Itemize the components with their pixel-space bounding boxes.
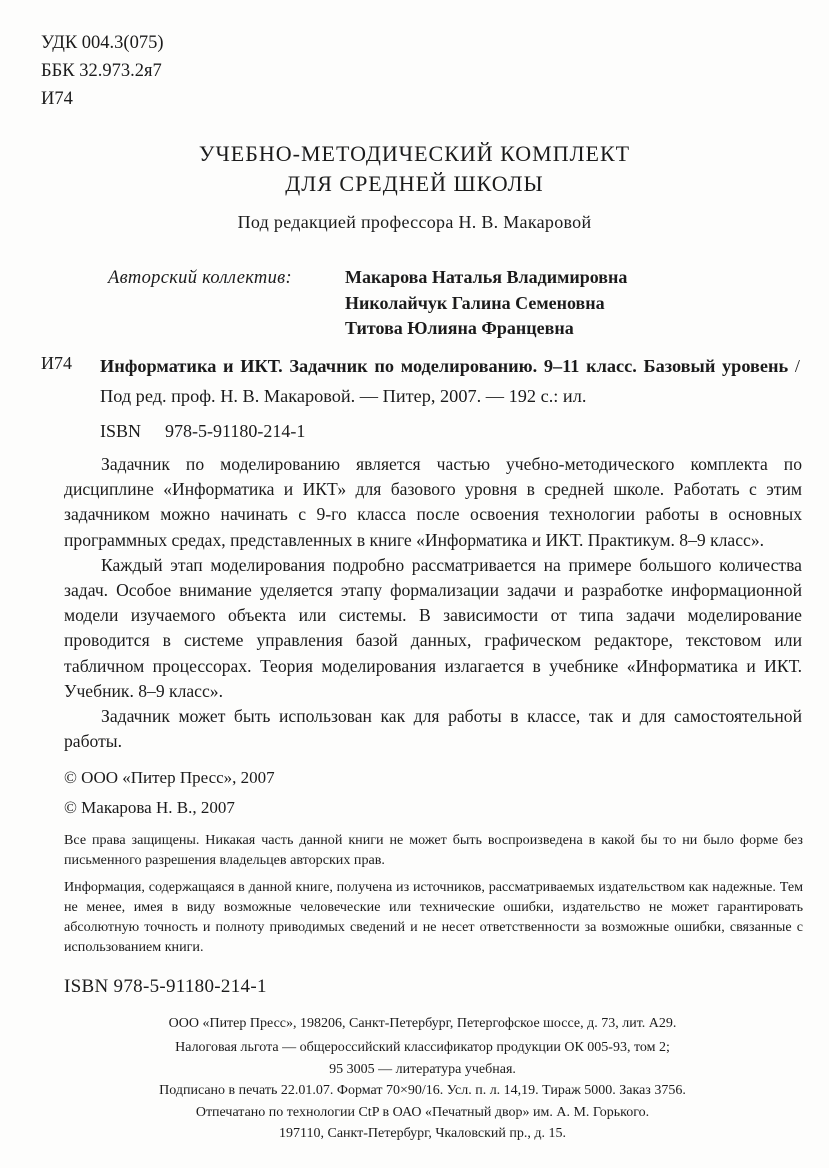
legal-notice-block bbox=[64, 830, 803, 964]
copyright-block bbox=[64, 763, 275, 823]
author-name: Титова Юлияна Францевна bbox=[345, 318, 574, 338]
annotation-paragraph-2: Каждый этап моделирования подробно рассматривается на примере большого количества задач. Особое внимание уделяется этапу формализации задачи и разработке информационной модели изучаемого объекта или системы. В зависимости от типа задачи моделирование проводится в системе управления базой данных, графическом редакторе, текстовом или табличном процессорах. Теория моделирования излагается в учебнике «Информатика и ИКТ. Учебник. 8–9 класс». bbox=[64, 554, 802, 701]
author-sign-code: И74 bbox=[41, 89, 73, 109]
legal-rights-paragraph: Все права защищены. Никакая часть данной книги не может быть воспроизведена в какой бы то ни было форме без письменного разрешения владельцев авторских прав. bbox=[64, 832, 803, 868]
series-title-line1: УЧЕБНО-МЕТОДИЧЕСКИЙ КОМПЛЕКТ bbox=[198, 141, 631, 166]
imprint-tax-line: Налоговая льгота — общероссийский классификатор продукции ОК 005-93, том 2; bbox=[175, 1040, 670, 1056]
imprint-printer: Отпечатано по технологии CtP в ОАО «Печатный двор» им. А. М. Горького. bbox=[195, 1104, 650, 1120]
catalog-entry-title: Информатика и ИКТ. Задачник по моделированию. 9–11 класс. Базовый уровень bbox=[100, 356, 789, 376]
imprint-tax-line2: 95 3005 — литература учебная. bbox=[329, 1061, 516, 1077]
copyright-publisher: © ООО «Питер Пресс», 2007 bbox=[64, 768, 275, 787]
authors-label: Авторский коллектив: bbox=[108, 268, 292, 288]
annotation-paragraph-1: Задачник по моделированию является частью учебно-методического комплекта по дисциплине «Информатика и ИКТ» для базового уровня в средней школе. Работать с этим задачником можно начинать с 9-го класса после освоения технологии работы в основных программных средах, представленных в книге «Информатика и ИКТ. Практикум. 8–9 класс». bbox=[64, 454, 802, 550]
isbn-bottom-line: ISBN 978-5-91180-214-1 bbox=[64, 976, 267, 997]
imprint-printer-address: 197110, Санкт-Петербург, Чкаловский пр., д. 15. bbox=[279, 1126, 566, 1142]
legal-disclaimer-paragraph: Информация, содержащаяся в данной книге, получена из источников, рассматриваемых издательством как надежные. Тем не менее, имея в виду возможные человеческие или технические ошибки, издательство не может гарантировать абсолютную точность и полноту приводимых сведений и не несет ответственности за возможные ошибки, связанные с использованием книги. bbox=[64, 879, 803, 955]
series-title bbox=[0, 139, 829, 199]
annotation-block bbox=[64, 452, 802, 754]
copyright-author: © Макарова Н. В., 2007 bbox=[64, 798, 235, 817]
editor-line: Под редакцией профессора Н. В. Макаровой bbox=[237, 212, 592, 232]
bbk-code: ББК 32.973.2я7 bbox=[41, 61, 162, 81]
imprint-block bbox=[40, 1013, 805, 1144]
catalog-index: И74 bbox=[41, 353, 72, 373]
annotation-paragraph-3: Задачник может быть использован как для работы в классе, так и для самостоятельной работы. bbox=[64, 706, 802, 752]
authors-names bbox=[345, 265, 627, 342]
authors-block bbox=[0, 265, 829, 345]
author-name: Макарова Наталья Владимировна bbox=[345, 267, 628, 287]
isbn-label: ISBN bbox=[100, 421, 142, 441]
isbn-top-line bbox=[100, 421, 305, 442]
udk-code: УДК 004.3(075) bbox=[41, 33, 164, 53]
imprint-print-info: Подписано в печать 22.01.07. Формат 70×90/16. Усл. п. л. 14,19. Тираж 5000. Заказ 3756. bbox=[159, 1083, 686, 1099]
series-title-line2: ДЛЯ СРЕДНЕЙ ШКОЛЫ bbox=[285, 171, 544, 196]
imprint-publisher-address: ООО «Питер Пресс», 198206, Санкт-Петербург, Петергофское шоссе, д. 73, лит. А29. bbox=[168, 1016, 677, 1031]
classification-codes-block bbox=[41, 29, 164, 113]
catalog-entry bbox=[100, 352, 800, 411]
isbn-value: 978-5-91180-214-1 bbox=[165, 421, 306, 441]
catalog-entry-imprint: / Под ред. проф. Н. В. Макаровой. — Питер, 2007. — 192 с.: ил. bbox=[100, 356, 800, 406]
author-name: Николайчук Галина Семеновна bbox=[345, 292, 605, 313]
